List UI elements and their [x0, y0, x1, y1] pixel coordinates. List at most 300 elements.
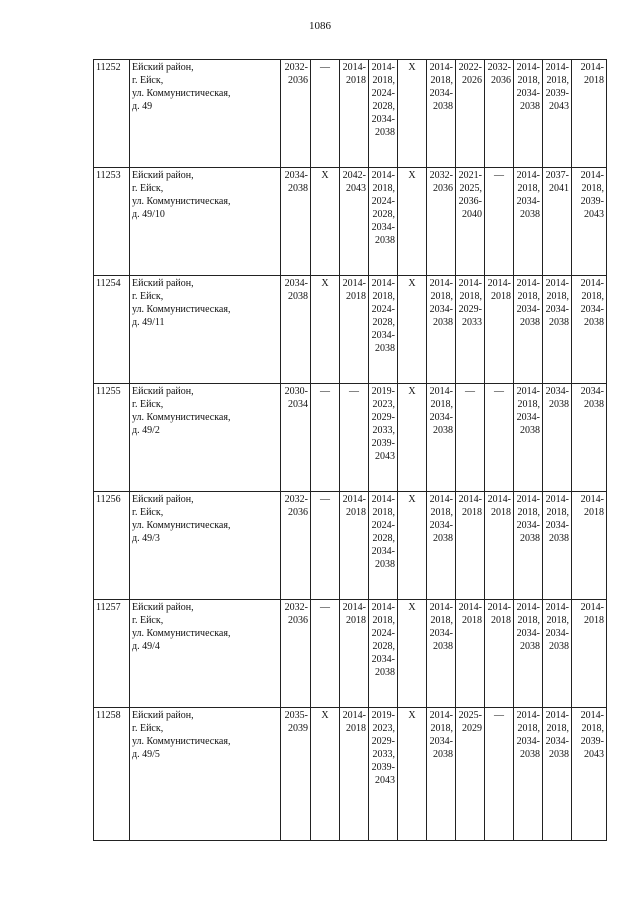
- period-cell: [369, 60, 398, 168]
- period-line: 2018: [462, 615, 482, 626]
- period-line: 2028,: [372, 101, 395, 112]
- period-line: 2014-: [545, 710, 569, 721]
- period-cell: [369, 384, 398, 492]
- period-cell: [427, 384, 456, 492]
- period-line: 2038: [520, 425, 540, 436]
- period-line: —: [349, 386, 359, 397]
- period-line: 2014-: [458, 278, 482, 289]
- period-cell: [514, 384, 543, 492]
- period-cell: [398, 384, 427, 492]
- period-line: X: [408, 386, 416, 397]
- period-line: 2034: [288, 399, 308, 410]
- address-cell: [130, 600, 281, 708]
- period-line: 2018,: [372, 183, 395, 194]
- period-cell: [514, 708, 543, 841]
- period-cell: [398, 168, 427, 276]
- period-line: 2018: [491, 615, 511, 626]
- period-line: 2018,: [430, 399, 453, 410]
- period-line: 2018,: [546, 615, 569, 626]
- page-number: 1086: [309, 20, 331, 32]
- period-cell: [311, 276, 340, 384]
- period-line: 2030-: [284, 386, 308, 397]
- period-line: 2034-: [429, 88, 453, 99]
- period-line: 2026: [462, 75, 482, 86]
- period-line: 2034-: [516, 412, 540, 423]
- period-cell: [572, 168, 607, 276]
- period-line: —: [465, 386, 475, 397]
- period-cell: [311, 708, 340, 841]
- period-line: 2018,: [581, 183, 604, 194]
- period-line: 2018,: [372, 75, 395, 86]
- period-line: X: [408, 602, 416, 613]
- period-cell: [485, 492, 514, 600]
- period-line: X: [321, 278, 329, 289]
- period-line: 2014-: [371, 62, 395, 73]
- period-line: 2028,: [372, 317, 395, 328]
- period-line: 2034-: [429, 736, 453, 747]
- period-cell: [572, 276, 607, 384]
- table-row: [94, 168, 607, 276]
- period-line: 2038: [520, 101, 540, 112]
- period-line: 2038: [549, 749, 569, 760]
- period-line: 2038: [288, 291, 308, 302]
- period-cell: [340, 600, 369, 708]
- period-line: 2038: [584, 399, 604, 410]
- address-line: г. Ейск,: [132, 75, 164, 86]
- period-line: 2018: [491, 291, 511, 302]
- period-line: 2029-: [371, 412, 395, 423]
- address-line: Ейский район,: [132, 710, 194, 721]
- period-line: 2039-: [371, 762, 395, 773]
- period-line: 2014-: [580, 710, 604, 721]
- period-line: 2014-: [516, 62, 540, 73]
- period-line: 2014-: [545, 494, 569, 505]
- period-line: 2014-: [516, 602, 540, 613]
- period-cell: [572, 600, 607, 708]
- period-cell: [281, 384, 311, 492]
- period-line: 2018,: [517, 183, 540, 194]
- period-line: 2029: [462, 723, 482, 734]
- address-line: Ейский район,: [132, 62, 194, 73]
- period-line: 2038: [520, 533, 540, 544]
- period-line: 2014-: [429, 494, 453, 505]
- period-line: 2014-: [371, 602, 395, 613]
- period-line: 2038: [433, 641, 453, 652]
- address-line: д. 49/4: [132, 641, 160, 652]
- address-line: Ейский район,: [132, 170, 194, 181]
- period-line: 2042-: [342, 170, 366, 181]
- period-line: 2034-: [516, 88, 540, 99]
- period-line: 2028,: [372, 641, 395, 652]
- address-cell: [130, 708, 281, 841]
- period-line: 2034-: [545, 628, 569, 639]
- period-line: 2014-: [580, 278, 604, 289]
- period-line: 2014-: [487, 602, 511, 613]
- record-number: 11253: [94, 168, 130, 276]
- period-cell: [398, 600, 427, 708]
- period-line: 2034-: [284, 278, 308, 289]
- period-line: 2038: [375, 559, 395, 570]
- period-cell: [572, 384, 607, 492]
- period-line: —: [320, 602, 330, 613]
- address-cell: [130, 492, 281, 600]
- period-cell: [311, 492, 340, 600]
- period-line: 2038: [549, 317, 569, 328]
- period-line: 2014-: [580, 494, 604, 505]
- record-number: 11257: [94, 600, 130, 708]
- period-line: 2034-: [545, 386, 569, 397]
- period-line: 2036: [433, 183, 453, 194]
- period-cell: [485, 708, 514, 841]
- period-line: 2018,: [372, 507, 395, 518]
- address-line: Ейский район,: [132, 602, 194, 613]
- period-line: 2032-: [284, 62, 308, 73]
- period-line: 2024-: [371, 628, 395, 639]
- period-line: 2018,: [372, 615, 395, 626]
- period-line: 2034-: [545, 736, 569, 747]
- address-line: д. 49/10: [132, 209, 165, 220]
- period-line: —: [494, 710, 504, 721]
- period-line: 2014-: [516, 170, 540, 181]
- period-line: 2018: [346, 615, 366, 626]
- period-line: 2034-: [545, 304, 569, 315]
- period-cell: [281, 708, 311, 841]
- record-number: 11258: [94, 708, 130, 841]
- address-cell: [130, 384, 281, 492]
- period-cell: [427, 168, 456, 276]
- period-line: 2018,: [459, 291, 482, 302]
- period-cell: [340, 384, 369, 492]
- period-line: 2034-: [516, 520, 540, 531]
- period-cell: [514, 600, 543, 708]
- table-row: [94, 708, 607, 841]
- record-number: 11252: [94, 60, 130, 168]
- period-line: 2038: [288, 183, 308, 194]
- period-line: 2038: [433, 317, 453, 328]
- period-cell: [514, 168, 543, 276]
- period-cell: [340, 276, 369, 384]
- period-line: X: [408, 170, 416, 181]
- period-line: 2014-: [429, 386, 453, 397]
- period-cell: [427, 276, 456, 384]
- period-line: 2014-: [429, 278, 453, 289]
- period-cell: [543, 600, 572, 708]
- address-line: ул. Коммунистическая,: [132, 88, 231, 99]
- period-cell: [485, 168, 514, 276]
- period-line: 2036: [491, 75, 511, 86]
- period-line: 2038: [375, 127, 395, 138]
- period-line: 2018: [584, 75, 604, 86]
- period-line: 2023,: [372, 723, 395, 734]
- period-cell: [543, 168, 572, 276]
- period-line: 2034-: [371, 330, 395, 341]
- period-line: 2034-: [516, 196, 540, 207]
- period-line: 2014-: [371, 278, 395, 289]
- address-cell: [130, 168, 281, 276]
- address-line: ул. Коммунистическая,: [132, 412, 231, 423]
- period-cell: [456, 168, 485, 276]
- period-line: X: [321, 710, 329, 721]
- period-line: 2018,: [430, 75, 453, 86]
- period-line: 2021-: [458, 170, 482, 181]
- period-line: 2033: [462, 317, 482, 328]
- period-cell: [485, 600, 514, 708]
- period-cell: [340, 492, 369, 600]
- address-line: г. Ейск,: [132, 183, 164, 194]
- period-line: 2023,: [372, 399, 395, 410]
- address-line: ул. Коммунистическая,: [132, 520, 231, 531]
- period-line: 2034-: [429, 304, 453, 315]
- period-line: 2032-: [284, 494, 308, 505]
- address-line: д. 49/5: [132, 749, 160, 760]
- period-line: 2033,: [372, 749, 395, 760]
- period-cell: [281, 600, 311, 708]
- period-line: 2036-: [458, 196, 482, 207]
- period-line: 2038: [584, 317, 604, 328]
- period-line: 2034-: [580, 304, 604, 315]
- period-line: 2018,: [517, 75, 540, 86]
- period-line: 2043: [346, 183, 366, 194]
- period-line: 2036: [288, 75, 308, 86]
- period-line: 2043: [375, 775, 395, 786]
- period-line: 2034-: [429, 628, 453, 639]
- period-line: 2018,: [581, 723, 604, 734]
- period-line: 2034-: [284, 170, 308, 181]
- period-cell: [456, 60, 485, 168]
- period-cell: [340, 168, 369, 276]
- period-line: 2014-: [342, 710, 366, 721]
- period-line: 2024-: [371, 196, 395, 207]
- period-line: 2039-: [580, 196, 604, 207]
- period-cell: [369, 492, 398, 600]
- period-line: 2014-: [371, 170, 395, 181]
- period-cell: [340, 60, 369, 168]
- address-line: Ейский район,: [132, 386, 194, 397]
- period-line: 2034-: [580, 386, 604, 397]
- table-row: [94, 60, 607, 168]
- period-cell: [456, 708, 485, 841]
- address-line: г. Ейск,: [132, 399, 164, 410]
- period-line: 2014-: [458, 494, 482, 505]
- period-cell: [281, 168, 311, 276]
- period-cell: [369, 600, 398, 708]
- period-line: 2039-: [580, 736, 604, 747]
- period-cell: [543, 276, 572, 384]
- period-line: 2018: [346, 507, 366, 518]
- period-line: 2014-: [580, 170, 604, 181]
- address-line: ул. Коммунистическая,: [132, 304, 231, 315]
- period-line: 2039-: [545, 88, 569, 99]
- period-line: 2014-: [580, 602, 604, 613]
- period-cell: [427, 60, 456, 168]
- period-line: 2038: [375, 235, 395, 246]
- period-cell: [398, 492, 427, 600]
- period-line: 2018,: [517, 507, 540, 518]
- period-line: 2034-: [371, 114, 395, 125]
- period-line: 2028,: [372, 533, 395, 544]
- period-line: 2038: [433, 101, 453, 112]
- period-cell: [398, 276, 427, 384]
- period-line: 2019-: [371, 710, 395, 721]
- period-cell: [311, 384, 340, 492]
- period-line: 2018,: [372, 291, 395, 302]
- period-cell: [369, 168, 398, 276]
- period-line: —: [494, 386, 504, 397]
- period-line: 2018: [584, 615, 604, 626]
- period-line: 2014-: [487, 278, 511, 289]
- period-line: 2029-: [371, 736, 395, 747]
- period-cell: [456, 276, 485, 384]
- period-line: 2014-: [342, 278, 366, 289]
- period-line: 2018,: [430, 507, 453, 518]
- period-line: 2018: [584, 507, 604, 518]
- period-line: —: [320, 386, 330, 397]
- period-line: 2018: [346, 723, 366, 734]
- period-line: X: [321, 170, 329, 181]
- period-line: 2038: [433, 533, 453, 544]
- period-line: 2019-: [371, 386, 395, 397]
- address-line: Ейский район,: [132, 494, 194, 505]
- address-line: ул. Коммунистическая,: [132, 736, 231, 747]
- period-line: 2043: [375, 451, 395, 462]
- period-line: —: [320, 62, 330, 73]
- period-line: 2038: [520, 317, 540, 328]
- period-line: 2028,: [372, 209, 395, 220]
- period-line: 2018,: [546, 507, 569, 518]
- period-line: 2018,: [517, 291, 540, 302]
- period-line: 2033,: [372, 425, 395, 436]
- period-line: 2038: [520, 209, 540, 220]
- period-line: 2024-: [371, 88, 395, 99]
- period-line: 2043: [584, 749, 604, 760]
- period-line: 2018,: [517, 723, 540, 734]
- period-cell: [398, 708, 427, 841]
- housing-repair-schedule-table: [93, 59, 607, 841]
- record-number: 11256: [94, 492, 130, 600]
- period-line: 2038: [549, 399, 569, 410]
- period-cell: [311, 60, 340, 168]
- period-cell: [281, 60, 311, 168]
- period-line: 2014-: [580, 62, 604, 73]
- period-line: 2018,: [546, 723, 569, 734]
- period-line: 2034-: [371, 654, 395, 665]
- address-cell: [130, 60, 281, 168]
- period-cell: [340, 708, 369, 841]
- period-line: 2029-: [458, 304, 482, 315]
- address-cell: [130, 276, 281, 384]
- table-row: [94, 276, 607, 384]
- period-cell: [456, 384, 485, 492]
- period-cell: [369, 708, 398, 841]
- period-line: 2034-: [429, 520, 453, 531]
- period-line: 2025,: [459, 183, 482, 194]
- period-line: 2034-: [516, 628, 540, 639]
- period-line: 2036: [288, 615, 308, 626]
- period-line: 2043: [584, 209, 604, 220]
- period-line: 2035-: [284, 710, 308, 721]
- period-line: 2018: [491, 507, 511, 518]
- period-cell: [543, 492, 572, 600]
- period-line: 2032-: [487, 62, 511, 73]
- period-cell: [514, 60, 543, 168]
- period-line: 2014-: [516, 494, 540, 505]
- period-cell: [514, 276, 543, 384]
- period-line: 2034-: [516, 736, 540, 747]
- period-line: 2039: [288, 723, 308, 734]
- period-line: 2040: [462, 209, 482, 220]
- period-cell: [572, 492, 607, 600]
- period-cell: [311, 600, 340, 708]
- address-line: Ейский район,: [132, 278, 194, 289]
- period-line: 2014-: [458, 602, 482, 613]
- period-line: 2024-: [371, 520, 395, 531]
- period-cell: [572, 708, 607, 841]
- address-line: ул. Коммунистическая,: [132, 628, 231, 639]
- period-line: 2018: [462, 507, 482, 518]
- period-cell: [485, 60, 514, 168]
- period-line: 2038: [433, 425, 453, 436]
- period-line: 2018,: [430, 723, 453, 734]
- period-line: 2038: [375, 343, 395, 354]
- period-line: —: [320, 494, 330, 505]
- table-row: [94, 600, 607, 708]
- address-line: д. 49: [132, 101, 153, 112]
- period-cell: [369, 276, 398, 384]
- address-line: г. Ейск,: [132, 615, 164, 626]
- table-body: [94, 60, 607, 841]
- address-line: д. 49/2: [132, 425, 160, 436]
- record-number: 11255: [94, 384, 130, 492]
- period-line: 2038: [375, 667, 395, 678]
- period-line: 2018: [346, 291, 366, 302]
- period-cell: [543, 384, 572, 492]
- address-line: д. 49/3: [132, 533, 160, 544]
- period-line: 2014-: [371, 494, 395, 505]
- period-cell: [572, 60, 607, 168]
- period-line: 2037-: [545, 170, 569, 181]
- period-line: 2014-: [545, 62, 569, 73]
- period-cell: [543, 60, 572, 168]
- period-line: 2034-: [545, 520, 569, 531]
- table-row: [94, 492, 607, 600]
- period-line: 2014-: [516, 386, 540, 397]
- period-line: 2014-: [342, 494, 366, 505]
- period-line: 2043: [549, 101, 569, 112]
- period-line: 2018,: [546, 75, 569, 86]
- period-line: 2014-: [342, 62, 366, 73]
- period-line: 2018,: [581, 291, 604, 302]
- period-line: 2034-: [371, 222, 395, 233]
- period-line: X: [408, 62, 416, 73]
- period-cell: [485, 384, 514, 492]
- period-cell: [427, 492, 456, 600]
- period-line: 2018,: [517, 399, 540, 410]
- period-cell: [456, 492, 485, 600]
- address-line: д. 49/11: [132, 317, 165, 328]
- period-line: 2014-: [429, 602, 453, 613]
- period-line: 2014-: [429, 62, 453, 73]
- period-line: 2041: [549, 183, 569, 194]
- period-line: 2018,: [430, 615, 453, 626]
- period-line: 2032-: [429, 170, 453, 181]
- period-line: 2014-: [516, 710, 540, 721]
- period-line: —: [494, 170, 504, 181]
- period-line: 2018,: [546, 291, 569, 302]
- period-line: 2014-: [545, 278, 569, 289]
- period-line: 2034-: [429, 412, 453, 423]
- period-line: 2038: [549, 641, 569, 652]
- period-line: 2022-: [458, 62, 482, 73]
